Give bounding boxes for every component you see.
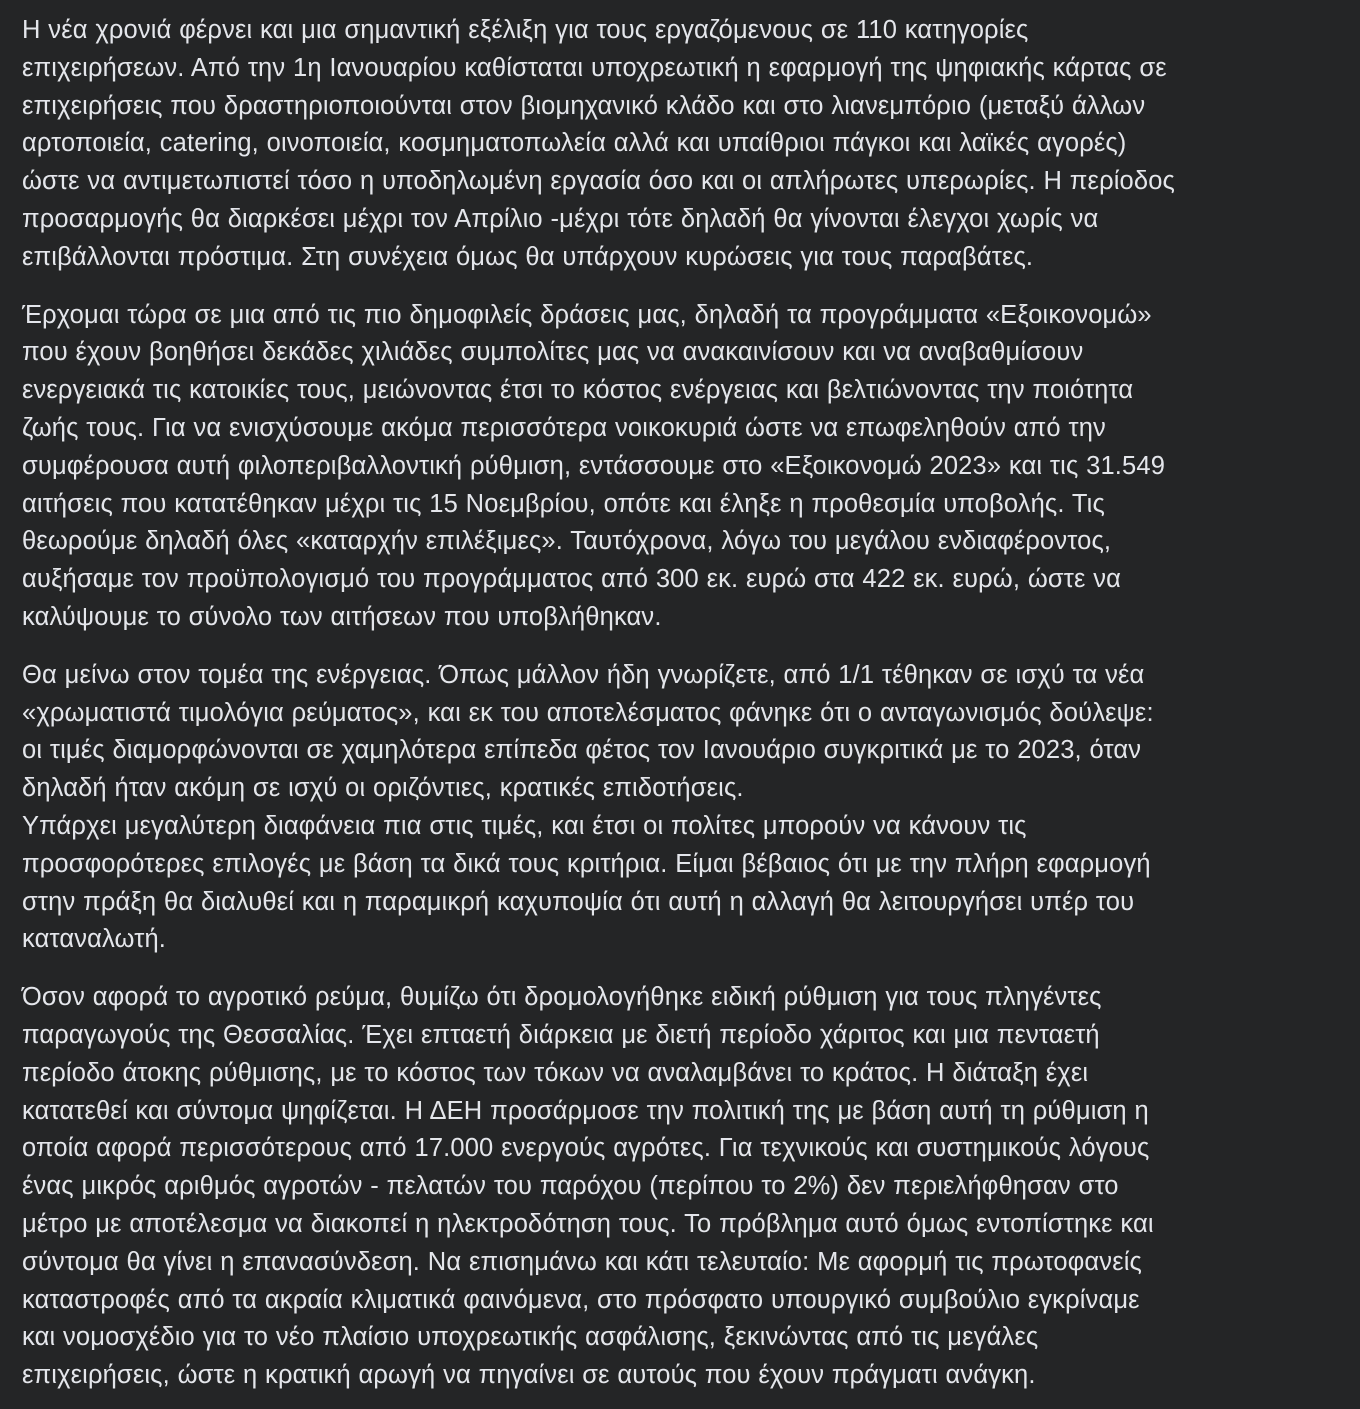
text-line: προσφορότερες επιλογές με βάση τα δικά τους κριτήρια. Είμαι βέβαιος ότι με την πλήρη εφαρμογή (22, 849, 1151, 878)
text-line: σύντομα θα γίνει η επανασύνδεση. Να επισημάνω και κάτι τελευταίο: Με αφορμή τις πρωτοφανείς (22, 1247, 1142, 1276)
text-line: «χρωματιστά τιμολόγια ρεύματος», και εκ του αποτελέσματος φάνηκε ότι ο ανταγωνισμός δούλεψε: (22, 698, 1154, 727)
text-line: δηλαδή ήταν ακόμη σε ισχύ οι οριζόντιες, κρατικές επιδοτήσεις. (22, 774, 744, 803)
text-line: επιχειρήσεις που δραστηριοποιούνται στον βιομηχανικό κλάδο και στο λιανεμπόριο (μεταξύ άλλων (22, 91, 1146, 120)
text-line: θεωρούμε δηλαδή όλες «καταρχήν επιλέξιμες». Ταυτόχρονα, λόγω του μεγάλου ενδιαφέροντος, (22, 527, 1112, 556)
text-line: επιχειρήσεις, ώστε η κρατική αρωγή να πηγαίνει σε αυτούς που έχουν πράγματι ανάγκη. (22, 1361, 1036, 1390)
paragraph-energy-tariffs (22, 657, 1320, 959)
text-line: επιχειρήσεων. Από την 1η Ιανουαρίου καθίσταται υποχρεωτική η εφαρμογή της ψηφιακής κάρτας σε (22, 53, 1167, 82)
text-line: περίοδο άτοκης ρύθμισης, με το κόστος των τόκων να αναλαμβάνει το κράτος. Η διάταξη έχει (22, 1058, 1089, 1087)
text-line: που έχουν βοηθήσει δεκάδες χιλιάδες συμπολίτες μας να ανακαινίσουν και να αναβαθμίσουν (22, 338, 1084, 367)
text-line: ένας μικρός αριθμός αγροτών - πελατών του παρόχου (περίπου το 2%) δεν περιελήφθησαν στο (22, 1172, 1119, 1201)
text-line: Θα μείνω στον τομέα της ενέργειας. Όπως μάλλον ήδη γνωρίζετε, από 1/1 τέθηκαν σε ισχύ τα νέα (22, 660, 1145, 689)
text-line: ενεργειακά τις κατοικίες τους, μειώνοντας έτσι το κόστος ενέργειας και βελτιώνοντας την ποιότητα (22, 376, 1134, 405)
text-line: συμφέρουσα αυτή φιλοπεριβαλλοντική ρύθμιση, εντάσσουμε στο «Εξοικονομώ 2023» και τις 31.549 (22, 451, 1166, 480)
text-line: μέτρο με αποτέλεσμα να διακοπεί η ηλεκτροδότηση τους. Το πρόβλημα αυτό όμως εντοπίστηκε και (22, 1209, 1154, 1238)
text-line: αρτοποιεία, catering, οινοποιεία, κοσμηματοπωλεία αλλά και υπαίθριοι πάγκοι και λαϊκές αγορές) (22, 129, 1127, 158)
text-line: ζωής τους. Για να ενισχύσουμε ακόμα περισσότερα νοικοκυριά ώστε να επωφεληθούν από την (22, 413, 1106, 442)
paragraph-digital-work-card (22, 12, 1320, 277)
text-line: οποία αφορά περισσότερους από 17.000 ενεργούς αγρότες. Για τεχνικούς και συστημικούς λόγους (22, 1134, 1150, 1163)
text-line: και νομοσχέδιο για το νέο πλαίσιο υποχρεωτικής ασφάλισης, ξεκινώντας από τις μεγάλες (22, 1323, 1039, 1352)
text-line: καλύψουμε το σύνολο των αιτήσεων που υποβλήθηκαν. (22, 602, 662, 631)
text-line: αυξήσαμε τον προϋπολογισμό του προγράμματος από 300 εκ. ευρώ στα 422 εκ. ευρώ, ώστε να (22, 565, 1122, 594)
text-line: Υπάρχει μεγαλύτερη διαφάνεια πια στις τιμές, και έτσι οι πολίτες μπορούν να κάνουν τις (22, 811, 1027, 840)
text-line: ώστε να αντιμετωπιστεί τόσο η υποδηλωμένη εργασία όσο και οι απλήρωτες υπερωρίες. Η περίοδος (22, 167, 1175, 196)
text-line: προσαρμογής θα διαρκέσει μέχρι τον Απρίλιο -μέχρι τότε δηλαδή θα γίνονται έλεγχοι χωρίς να (22, 204, 1099, 233)
text-line: Όσον αφορά το αγροτικό ρεύμα, θυμίζω ότι δρομολογήθηκε ειδική ρύθμιση για τους πληγέντες (22, 983, 1102, 1012)
text-line: Η νέα χρονιά φέρνει και μια σημαντική εξέλιξη για τους εργαζόμενους σε 110 κατηγορίες (22, 16, 1029, 44)
text-line: καταστροφές από τα ακραία κλιματικά φαινόμενα, στο πρόσφατο υπουργικό συμβούλιο εγκρίναμε (22, 1285, 1140, 1314)
text-line: παραγωγούς της Θεσσαλίας. Έχει επταετή διάρκεια με διετή περίοδο χάριτος και μια πενταετή (22, 1020, 1100, 1049)
text-line: αιτήσεις που κατατέθηκαν μέχρι τις 15 Νοεμβρίου, οπότε και έληξε η προθεσμία υποβολής. Τις (22, 489, 1105, 518)
text-line: στην πράξη θα διαλυθεί και η παραμικρή καχυποψία ότι αυτή η αλλαγή θα λειτουργήσει υπέρ του (22, 887, 1135, 916)
text-line: επιβάλλονται πρόστιμα. Στη συνέχεια όμως θα υπάρχουν κυρώσεις για τους παραβάτες. (22, 242, 1034, 271)
paragraph-agricultural-power (22, 979, 1320, 1395)
text-line: κατατεθεί και σύντομα ψηφίζεται. Η ΔΕΗ προσάρμοσε την πολιτική της με βάση αυτή τη ρύθμιση η (22, 1096, 1149, 1125)
text-line: οι τιμές διαμορφώνονται σε χαμηλότερα επίπεδα φέτος τον Ιανουάριο συγκριτικά με το 2023, όταν (22, 736, 1142, 765)
text-line: καταναλωτή. (22, 925, 167, 954)
paragraph-exoikonomo (22, 297, 1320, 637)
text-line: Έρχομαι τώρα σε μια από τις πιο δημοφιλείς δράσεις μας, δηλαδή τα προγράμματα «Εξοικονομώ» (22, 300, 1152, 329)
